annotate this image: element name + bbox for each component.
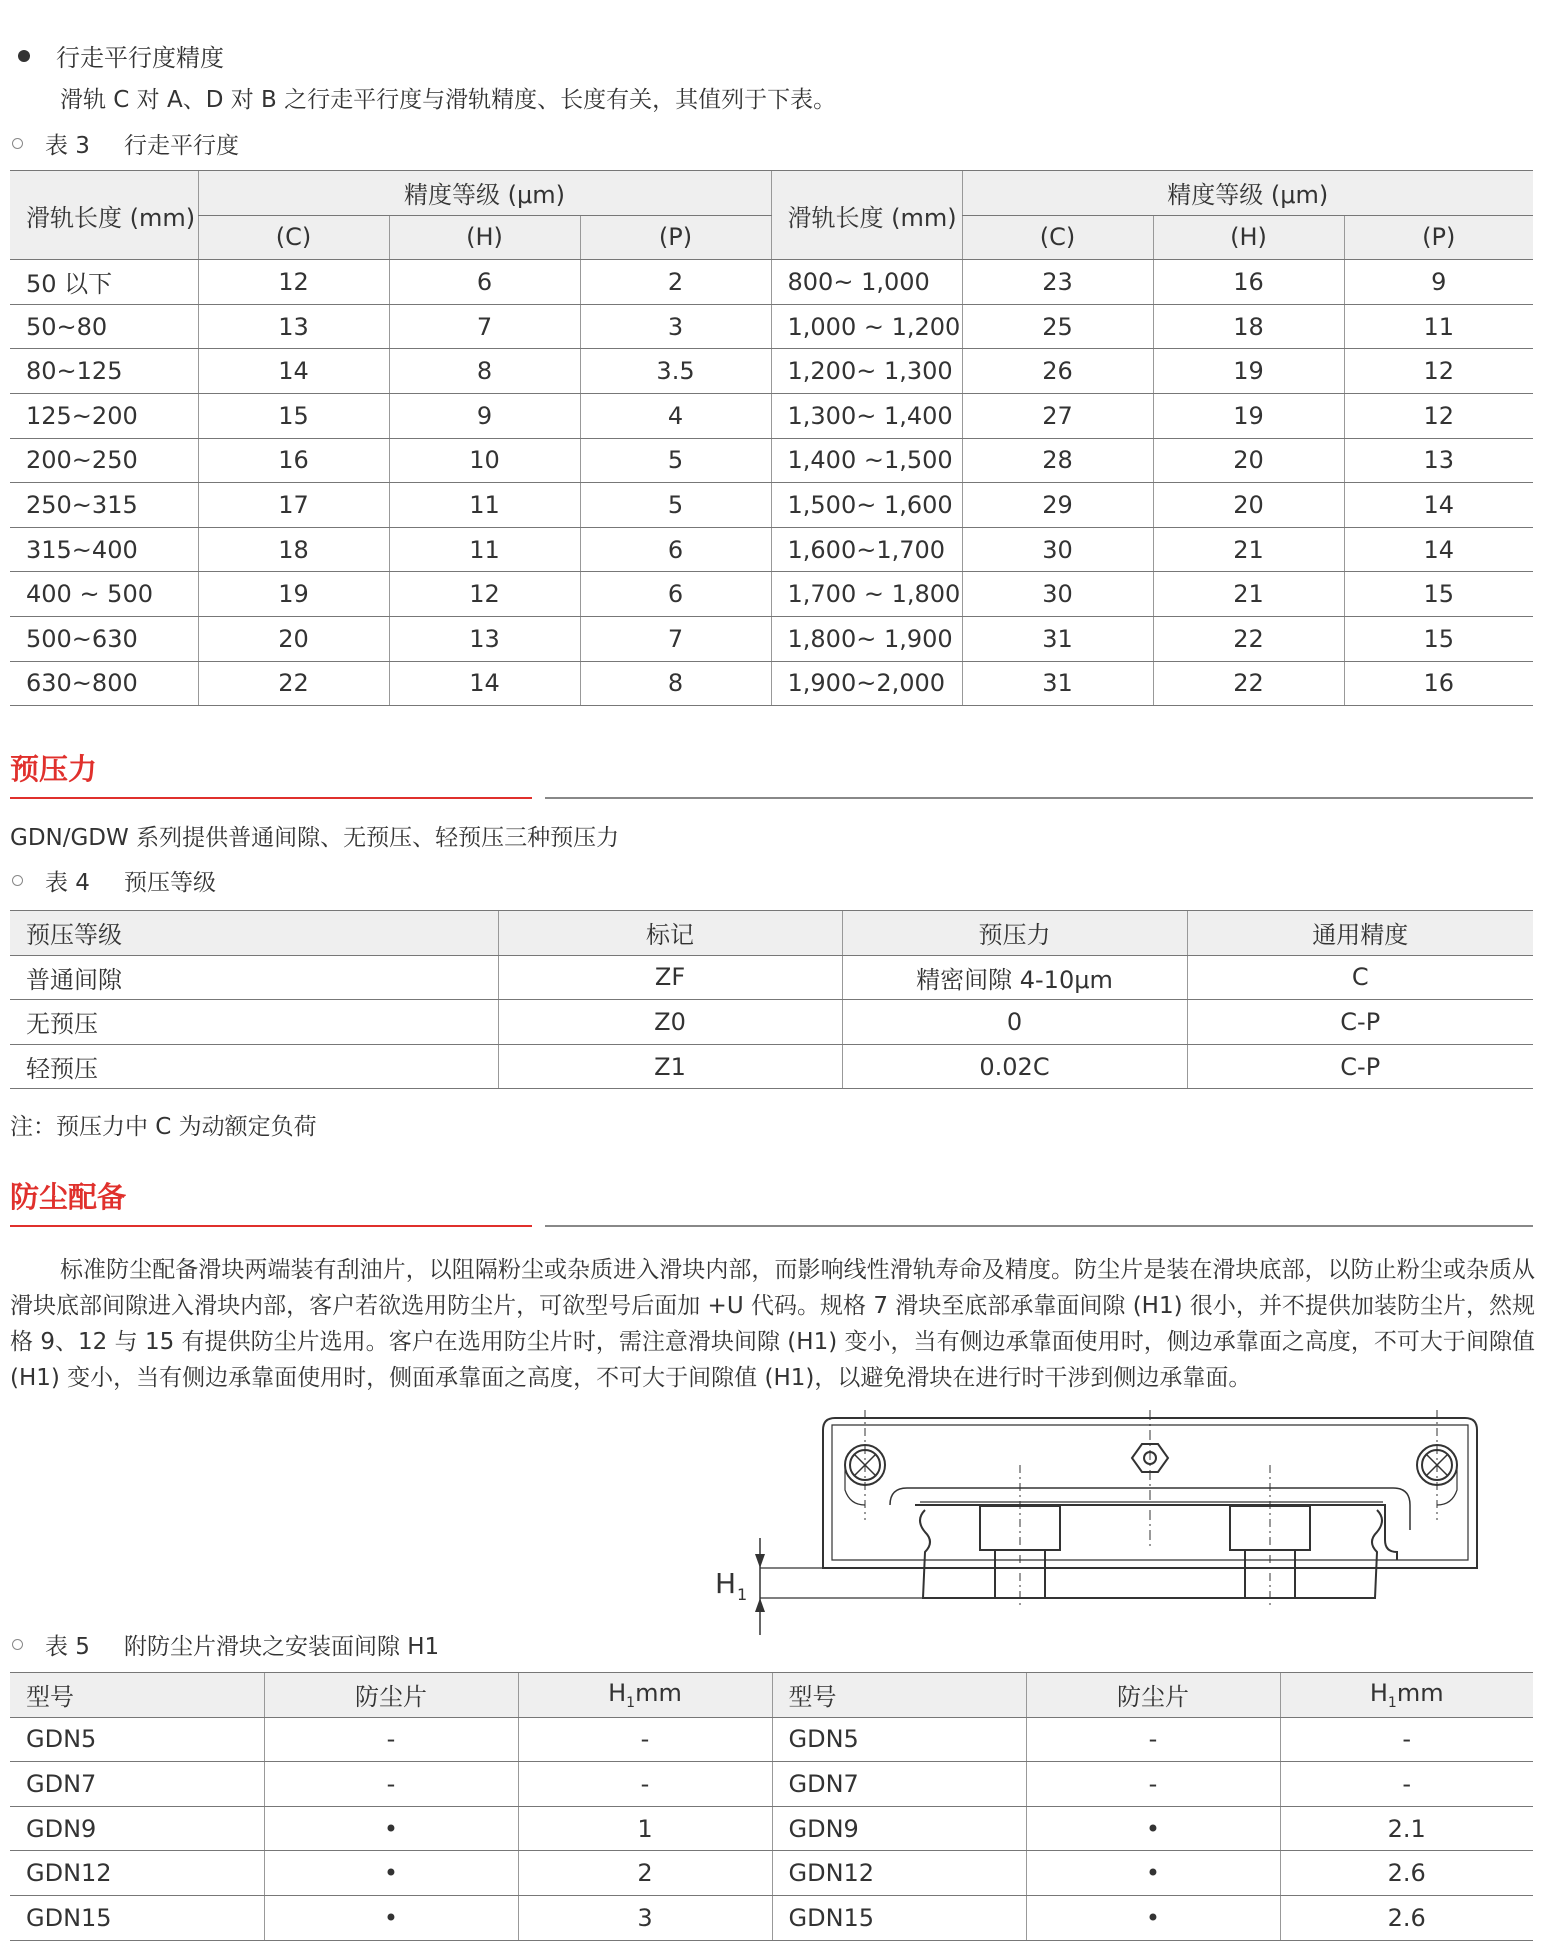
dust-plate-cell: • bbox=[1026, 1851, 1280, 1896]
table-row bbox=[10, 483, 1533, 528]
dust-plate-cell: • bbox=[1026, 1806, 1280, 1851]
grade-p-cell: 9 bbox=[1344, 260, 1533, 305]
rail-length-cell: 1,300~ 1,400 bbox=[771, 393, 962, 438]
dust-plate-cell: • bbox=[264, 1895, 518, 1940]
model-cell: GDN5 bbox=[772, 1717, 1026, 1762]
preload-grade-cell: 无预压 bbox=[10, 1000, 498, 1045]
rail-length-cell: 50~80 bbox=[10, 304, 198, 349]
preload-value-cell: 精密间隙 4-10μm bbox=[842, 955, 1187, 1000]
preload-value-cell: 0.02C bbox=[842, 1044, 1187, 1089]
dust-plate-cell: - bbox=[264, 1717, 518, 1762]
rail-length-cell: 1,600~1,700 bbox=[771, 527, 962, 572]
mark-cell: Z1 bbox=[498, 1044, 842, 1089]
model-cell: GDN12 bbox=[10, 1851, 264, 1896]
rail-length-cell: 50 以下 bbox=[10, 260, 198, 305]
rail-length-cell: 1,200~ 1,300 bbox=[771, 349, 962, 394]
table-row bbox=[10, 260, 1533, 305]
dust-section-title: 防尘配备 bbox=[10, 1180, 127, 1214]
grade-h-cell: 9 bbox=[389, 393, 580, 438]
table-row bbox=[10, 349, 1533, 394]
model-cell: GDN7 bbox=[10, 1762, 264, 1807]
grade-p-cell: 11 bbox=[1344, 304, 1533, 349]
header-grade-c: (C) bbox=[962, 215, 1153, 260]
grade-c-cell: 20 bbox=[198, 616, 389, 661]
grade-p-cell: 3 bbox=[580, 304, 771, 349]
grade-p-cell: 4 bbox=[580, 393, 771, 438]
header-grade-h: (H) bbox=[389, 215, 580, 260]
grade-p-cell: 12 bbox=[1344, 349, 1533, 394]
grade-h-cell: 10 bbox=[389, 438, 580, 483]
grade-p-cell: 6 bbox=[580, 527, 771, 572]
table-row bbox=[10, 1895, 1533, 1940]
section-divider bbox=[545, 797, 1533, 799]
header-precision-grade: 精度等级 (μm) bbox=[962, 171, 1533, 216]
grade-c-cell: 14 bbox=[198, 349, 389, 394]
caption-circle-icon bbox=[12, 138, 23, 149]
grade-c-cell: 19 bbox=[198, 572, 389, 617]
table-row bbox=[10, 438, 1533, 483]
grade-p-cell: 5 bbox=[580, 483, 771, 528]
dust-plate-cell: • bbox=[264, 1806, 518, 1851]
rail-length-cell: 1,800~ 1,900 bbox=[771, 616, 962, 661]
grade-p-cell: 8 bbox=[580, 661, 771, 706]
grade-h-cell: 22 bbox=[1153, 616, 1344, 661]
header-mark: 标记 bbox=[498, 911, 842, 956]
caption-number: 表 4 bbox=[45, 870, 90, 896]
grade-p-cell: 7 bbox=[580, 616, 771, 661]
preload-grade-cell: 普通间隙 bbox=[10, 955, 498, 1000]
grade-c-cell: 16 bbox=[198, 438, 389, 483]
caption-text: 附防尘片滑块之安装面间隙 H1 bbox=[123, 1634, 440, 1660]
diagram-h1-label: H bbox=[715, 1567, 737, 1600]
dust-plate-cell: - bbox=[1026, 1762, 1280, 1807]
header-rail-length: 滑轨长度 (mm) bbox=[771, 171, 962, 260]
h1-value-cell: 2.6 bbox=[1280, 1851, 1533, 1896]
grade-c-cell: 31 bbox=[962, 661, 1153, 706]
table-row bbox=[10, 1851, 1533, 1896]
slider-cross-section-diagram bbox=[715, 1410, 1505, 1650]
grade-p-cell: 6 bbox=[580, 572, 771, 617]
rail-length-cell: 1,700 ~ 1,800 bbox=[771, 572, 962, 617]
model-cell: GDN9 bbox=[772, 1806, 1026, 1851]
preload-grade-cell: 轻预压 bbox=[10, 1044, 498, 1089]
grade-h-cell: 11 bbox=[389, 483, 580, 528]
dust-plate-cell: • bbox=[264, 1851, 518, 1896]
grade-h-cell: 20 bbox=[1153, 483, 1344, 528]
rail-length-cell: 1,000 ~ 1,200 bbox=[771, 304, 962, 349]
grade-h-cell: 11 bbox=[389, 527, 580, 572]
grade-h-cell: 6 bbox=[389, 260, 580, 305]
h1-value-cell: 1 bbox=[518, 1806, 772, 1851]
h1-value-cell: 2 bbox=[518, 1851, 772, 1896]
dust-plate-cell: - bbox=[1026, 1717, 1280, 1762]
grade-p-cell: 5 bbox=[580, 438, 771, 483]
table-row bbox=[10, 393, 1533, 438]
grade-h-cell: 7 bbox=[389, 304, 580, 349]
section-heading-parallelism bbox=[14, 38, 224, 73]
rail-length-cell: 1,900~2,000 bbox=[771, 661, 962, 706]
header-model: 型号 bbox=[10, 1673, 264, 1718]
grade-c-cell: 25 bbox=[962, 304, 1153, 349]
header-rail-length: 滑轨长度 (mm) bbox=[10, 171, 198, 260]
diagram-h1-subscript: 1 bbox=[737, 1585, 748, 1604]
grade-p-cell: 2 bbox=[580, 260, 771, 305]
general-precision-cell: C-P bbox=[1187, 1000, 1533, 1045]
table4-caption bbox=[12, 864, 216, 897]
table-row bbox=[10, 1717, 1533, 1762]
header-grade-c: (C) bbox=[198, 215, 389, 260]
grade-c-cell: 31 bbox=[962, 616, 1153, 661]
grade-h-cell: 8 bbox=[389, 349, 580, 394]
caption-circle-icon bbox=[12, 875, 23, 886]
caption-text: 行走平行度 bbox=[123, 133, 239, 159]
preload-section-title: 预压力 bbox=[10, 752, 98, 786]
header-h1-mm: $H_1mm$ bbox=[1280, 1673, 1533, 1718]
rail-length-cell: 500~630 bbox=[10, 616, 198, 661]
preload-note: 注：预压力中 C 为动额定负荷 bbox=[10, 1114, 317, 1140]
rail-length-cell: 630~800 bbox=[10, 661, 198, 706]
table-row bbox=[10, 572, 1533, 617]
grade-p-cell: 15 bbox=[1344, 572, 1533, 617]
dust-plate-cell: - bbox=[264, 1762, 518, 1807]
grade-h-cell: 13 bbox=[389, 616, 580, 661]
header-dust-plate: 防尘片 bbox=[264, 1673, 518, 1718]
h1-value-cell: 2.1 bbox=[1280, 1806, 1533, 1851]
rail-length-cell: 200~250 bbox=[10, 438, 198, 483]
grade-p-cell: 12 bbox=[1344, 393, 1533, 438]
dust-paragraph: 标准防尘配备滑块两端装有刮油片，以阻隔粉尘或杂质进入滑块内部，而影响线性滑轨寿命及精度。防尘片是装在滑块底部，以防止粉尘或杂质从滑块底部间隙进入滑块内部，客户若欲选用防尘片，可欲型号后面加 +U 代码。规格 7 滑块至底部承靠面间隙 (H1) 很小，并不提供加装防尘片，然规格 9、12 与 15 有提供防尘片选用。客户在选用防尘片时，需注意滑块间隙 (H1) 变小，当有侧边承靠面使用时，侧边承靠面之高度，不可大于间隙值 (H1) 变小，当有侧边承靠面使用时，侧面承靠面之高度，不可大于间隙值 (H1)，以避免滑块在进行时干涉到侧边承靠面。 bbox=[10, 1257, 1535, 1391]
preload-description: GDN/GDW 系列提供普通间隙、无预压、轻预压三种预压力 bbox=[10, 825, 620, 851]
grade-c-cell: 26 bbox=[962, 349, 1153, 394]
table-row bbox=[10, 1044, 1533, 1089]
preload-grade-table bbox=[10, 910, 1533, 1089]
general-precision-cell: C bbox=[1187, 955, 1533, 1000]
heading-text: 行走平行度精度 bbox=[56, 44, 224, 72]
table-row bbox=[10, 1806, 1533, 1851]
model-cell: GDN15 bbox=[10, 1895, 264, 1940]
rail-length-cell: 125~200 bbox=[10, 393, 198, 438]
h1-value-cell: 3 bbox=[518, 1895, 772, 1940]
table-row bbox=[10, 661, 1533, 706]
grade-h-cell: 21 bbox=[1153, 527, 1344, 572]
table-row bbox=[10, 616, 1533, 661]
table-row bbox=[10, 527, 1533, 572]
caption-number: 表 3 bbox=[45, 133, 90, 159]
grade-p-cell: 14 bbox=[1344, 483, 1533, 528]
grade-h-cell: 16 bbox=[1153, 260, 1344, 305]
rail-length-cell: 250~315 bbox=[10, 483, 198, 528]
header-grade-p: (P) bbox=[1344, 215, 1533, 260]
h1-value-cell: - bbox=[518, 1762, 772, 1807]
grade-c-cell: 15 bbox=[198, 393, 389, 438]
grade-h-cell: 21 bbox=[1153, 572, 1344, 617]
grade-c-cell: 27 bbox=[962, 393, 1153, 438]
grade-h-cell: 12 bbox=[389, 572, 580, 617]
grade-h-cell: 19 bbox=[1153, 393, 1344, 438]
model-cell: GDN15 bbox=[772, 1895, 1026, 1940]
table-row bbox=[10, 1762, 1533, 1807]
grade-c-cell: 29 bbox=[962, 483, 1153, 528]
header-preload-grade: 预压等级 bbox=[10, 911, 498, 956]
grade-h-cell: 20 bbox=[1153, 438, 1344, 483]
h1-value-cell: - bbox=[1280, 1762, 1533, 1807]
caption-circle-icon bbox=[12, 1639, 23, 1650]
section-divider bbox=[545, 1225, 1533, 1227]
grade-c-cell: 30 bbox=[962, 572, 1153, 617]
section-divider-accent bbox=[10, 797, 532, 799]
dust-clearance-table bbox=[10, 1672, 1533, 1941]
grade-c-cell: 28 bbox=[962, 438, 1153, 483]
header-grade-h: (H) bbox=[1153, 215, 1344, 260]
parallelism-table bbox=[10, 170, 1533, 706]
grade-c-cell: 13 bbox=[198, 304, 389, 349]
rail-length-cell: 800~ 1,000 bbox=[771, 260, 962, 305]
model-cell: GDN7 bbox=[772, 1762, 1026, 1807]
bullet-icon bbox=[18, 50, 30, 62]
grade-h-cell: 19 bbox=[1153, 349, 1344, 394]
header-precision-grade: 精度等级 (μm) bbox=[198, 171, 771, 216]
mark-cell: Z0 bbox=[498, 1000, 842, 1045]
grade-c-cell: 30 bbox=[962, 527, 1153, 572]
grade-c-cell: 23 bbox=[962, 260, 1153, 305]
table-row bbox=[10, 304, 1533, 349]
caption-number: 表 5 bbox=[45, 1634, 90, 1660]
dust-plate-cell: • bbox=[1026, 1895, 1280, 1940]
header-grade-p: (P) bbox=[580, 215, 771, 260]
grade-c-cell: 17 bbox=[198, 483, 389, 528]
mark-cell: ZF bbox=[498, 955, 842, 1000]
header-dust-plate: 防尘片 bbox=[1026, 1673, 1280, 1718]
preload-value-cell: 0 bbox=[842, 1000, 1187, 1045]
rail-length-cell: 80~125 bbox=[10, 349, 198, 394]
caption-text: 预压等级 bbox=[123, 870, 216, 896]
section-divider-accent bbox=[10, 1225, 532, 1227]
grade-p-cell: 3.5 bbox=[580, 349, 771, 394]
grade-h-cell: 14 bbox=[389, 661, 580, 706]
table-row bbox=[10, 1000, 1533, 1045]
header-general-precision: 通用精度 bbox=[1187, 911, 1533, 956]
table5-caption bbox=[12, 1628, 439, 1661]
grade-p-cell: 13 bbox=[1344, 438, 1533, 483]
grade-c-cell: 22 bbox=[198, 661, 389, 706]
grade-c-cell: 12 bbox=[198, 260, 389, 305]
table-row bbox=[10, 955, 1533, 1000]
rail-length-cell: 315~400 bbox=[10, 527, 198, 572]
h1-value-cell: - bbox=[1280, 1717, 1533, 1762]
grade-h-cell: 22 bbox=[1153, 661, 1344, 706]
model-cell: GDN9 bbox=[10, 1806, 264, 1851]
grade-c-cell: 18 bbox=[198, 527, 389, 572]
rail-length-cell: 1,400 ~1,500 bbox=[771, 438, 962, 483]
h1-value-cell: 2.6 bbox=[1280, 1895, 1533, 1940]
header-model: 型号 bbox=[772, 1673, 1026, 1718]
grade-p-cell: 16 bbox=[1344, 661, 1533, 706]
header-preload: 预压力 bbox=[842, 911, 1187, 956]
h1-value-cell: - bbox=[518, 1717, 772, 1762]
header-h1-mm: $H_1mm$ bbox=[518, 1673, 772, 1718]
grade-h-cell: 18 bbox=[1153, 304, 1344, 349]
general-precision-cell: C-P bbox=[1187, 1044, 1533, 1089]
model-cell: GDN12 bbox=[772, 1851, 1026, 1896]
rail-length-cell: 1,500~ 1,600 bbox=[771, 483, 962, 528]
rail-length-cell: 400 ~ 500 bbox=[10, 572, 198, 617]
grade-p-cell: 15 bbox=[1344, 616, 1533, 661]
model-cell: GDN5 bbox=[10, 1717, 264, 1762]
intro-description: 滑轨 C 对 A、D 对 B 之行走平行度与滑轨精度、长度有关，其值列于下表。 bbox=[60, 87, 837, 113]
grade-p-cell: 14 bbox=[1344, 527, 1533, 572]
table3-caption bbox=[12, 127, 239, 160]
